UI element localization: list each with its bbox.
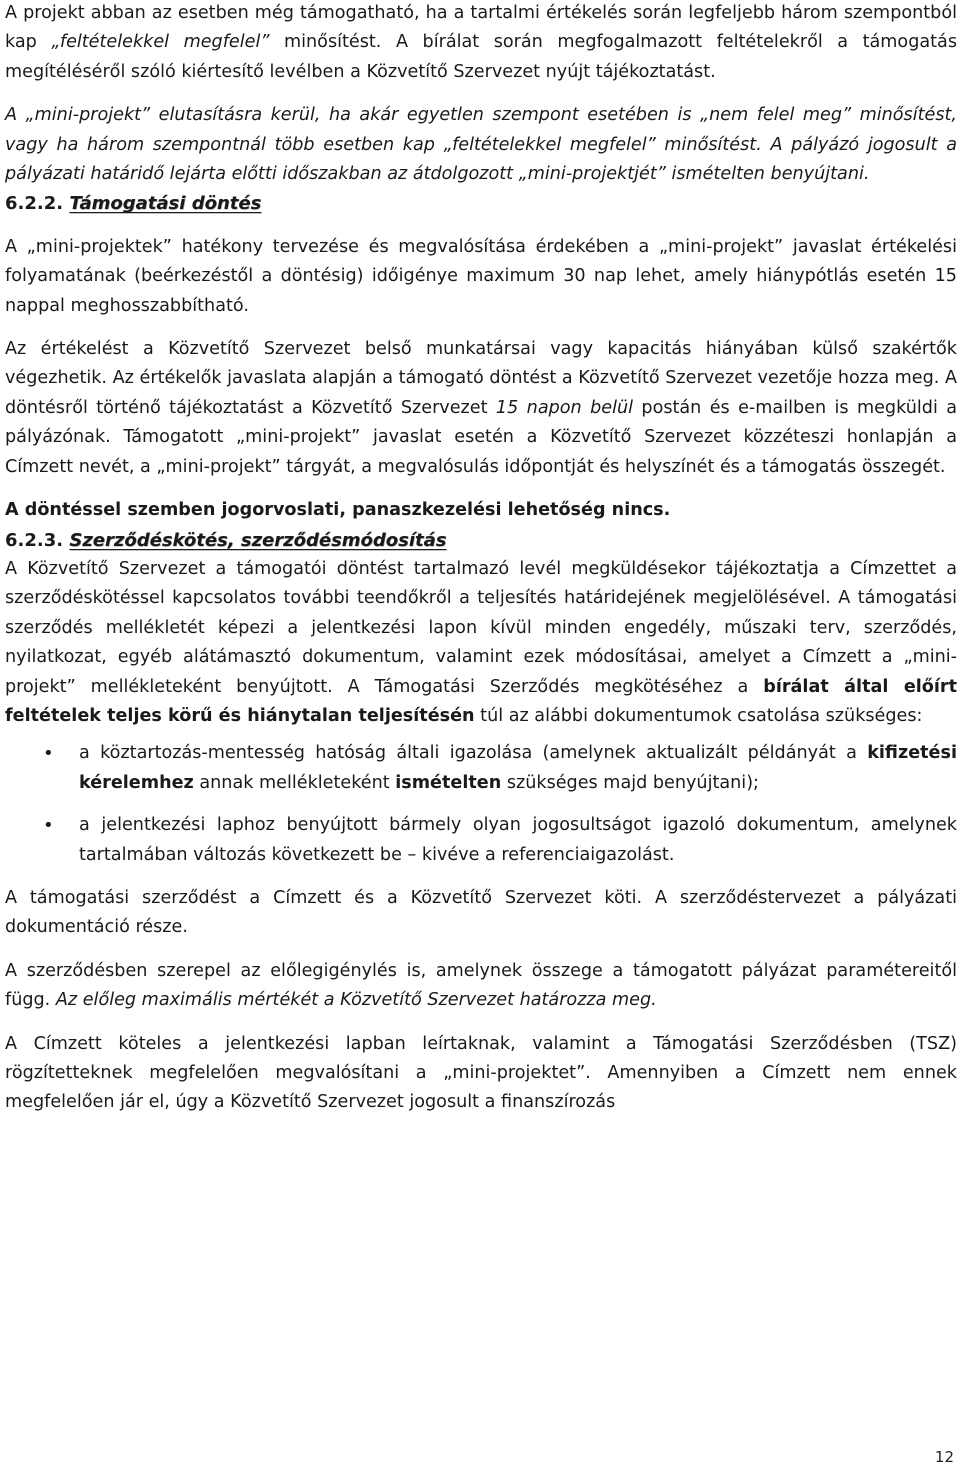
section-title: Támogatási döntés: [69, 193, 262, 215]
text-segment: postán és e-mailben is megküldi a pályázónak. Támogatott „mini-projekt” javaslat esetén a Közvetítő Szervezet közzéteszi honlapján a Címzett nevét, a „mini-projekt” tárgyát, a megvalósulás időpontját és helyszínét és a támogatás összegét.: [5, 397, 957, 477]
paragraph-advance-payment: [5, 957, 957, 1016]
emphasis-payment-request: kifizetési kérelemhez: [79, 743, 957, 793]
text-segment: A projekt abban az esetben még támogatható, ha a tartalmi értékelés során legfeljebb három szempontból kap: [5, 3, 957, 53]
section-heading-6-2-3: [5, 526, 957, 555]
document-page: [5, 0, 957, 1118]
section-heading-6-2-2: [5, 189, 957, 218]
page-number: 12: [934, 1448, 954, 1466]
required-documents-list: [5, 739, 957, 870]
text-segment: A Közvetítő Szervezet a támogatói döntést tartalmazó levél megküldésekor tájékoztatja a Címzettet a szerződéskötéssel kapcsolatos további teendőkről a teljesítés határidejének megjelölésével. A támogatási szerződés mellékletét képezi a jelentkezési lapon kívül minden engedély, műszaki terv, szerződés, nyilatkozat, egyéb alátámasztó dokumentum, valamint ezek módosításai, amelyet a Címzett a „mini-projekt” mellékleteként benyújtott. A Támogatási Szerződés megkötéséhez a: [5, 558, 957, 697]
text-segment: szükséges majd benyújtani);: [501, 772, 759, 793]
emphasis-again: ismételten: [395, 772, 502, 793]
emphasis-requirements: bírálat által előírt feltételek teljes körű és hiánytalan teljesítésén: [5, 676, 958, 726]
section-number: 6.2.3.: [5, 529, 70, 551]
paragraph-decision-process: [5, 335, 957, 482]
text-segment: minősítést. A bírálat során megfogalmazott feltételekről a támogatás megítéléséről szóló kiértesítő levélben a Közvetítő Szervezet nyújt tájékoztatást.: [5, 32, 957, 82]
paragraph-evaluation-conditions: [5, 0, 957, 87]
text-segment: Az értékelést a Közvetítő Szervezet belső munkatársai vagy kapacitás hiányában külső szakértők végezhetik. Az értékelők javaslata alapján a támogató döntést a Közvetítő Szervezet vezetője hozza meg. A döntésről történő tájékoztatást a Közvetítő Szervezet: [5, 339, 957, 418]
text-segment: annak mellékleteként: [193, 772, 396, 793]
list-item: [5, 811, 957, 870]
list-item: [5, 739, 957, 798]
paragraph-recipient-obligations: A Címzett köteles a jelentkezési lapban leírtaknak, valamint a Támogatási Szerződésben (TSZ) rögzítetteknek megfelelően megvalósítani a „mini-projektet”. Amennyiben a Címzett nem ennek megfelelően jár el, úgy a Közvetítő Szervezet jogosult a finanszírozás: [5, 1033, 957, 1113]
bullet-icon: •: [43, 815, 54, 837]
paragraph-no-appeal: A döntéssel szemben jogorvoslati, panaszkezelési lehetőség nincs.: [5, 500, 671, 521]
section-number: 6.2.2.: [5, 193, 70, 215]
text-segment: a jelentkezési laphoz benyújtott bármely olyan jogosultságot igazoló dokumentum, amelynek tartalmában változás következett be – kivéve a referenciaigazolást.: [79, 815, 957, 865]
emphasis-deadline: 15 napon belül: [495, 397, 634, 418]
paragraph-rejection-rules: A „mini-projekt” elutasításra kerül, ha akár egyetlen szempont esetében is „nem felel meg” minősítést, vagy ha három szempontnál több esetben kap „feltételekkel megfelel” minősítést. A pályázó jogosult a pályázati határidő lejárta előtti időszakban az átdolgozott „mini-projektjét” ismételten benyújtani.: [5, 105, 957, 185]
emphasis-advance-limit: Az előleg maximális mértékét a Közvetítő Szervezet határozza meg.: [55, 990, 657, 1011]
section-title: Szerződéskötés, szerződésmódosítás: [69, 529, 447, 551]
bullet-icon: •: [43, 743, 54, 765]
text-segment: A szerződésben szerepel az előlegigénylés is, amelynek összege a támogatott pályázat paramétereitől függ.: [5, 960, 957, 1011]
paragraph-evaluation-timeline: A „mini-projektek” hatékony tervezése és megvalósítása érdekében a „mini-projekt” javaslat értékelési folyamatának (beérkezéstől a döntésig) időigénye maximum 30 nap lehet, amely hiánypótlás esetén 15 nappal meghosszabbítható.: [5, 236, 957, 316]
text-segment: a köztartozás-mentesség hatóság általi igazolása (amelynek aktualizált példányát a: [79, 743, 868, 764]
emphasis-conditional-pass: „feltételekkel megfelel”: [51, 32, 270, 53]
paragraph-contract-parties: A támogatási szerződést a Címzett és a Közvetítő Szervezet köti. A szerződéstervezet a pályázati dokumentáció része.: [5, 887, 957, 938]
paragraph-contract-attachments: [5, 555, 957, 731]
text-segment: túl az alábbi dokumentumok csatolása szükséges:: [474, 705, 923, 726]
